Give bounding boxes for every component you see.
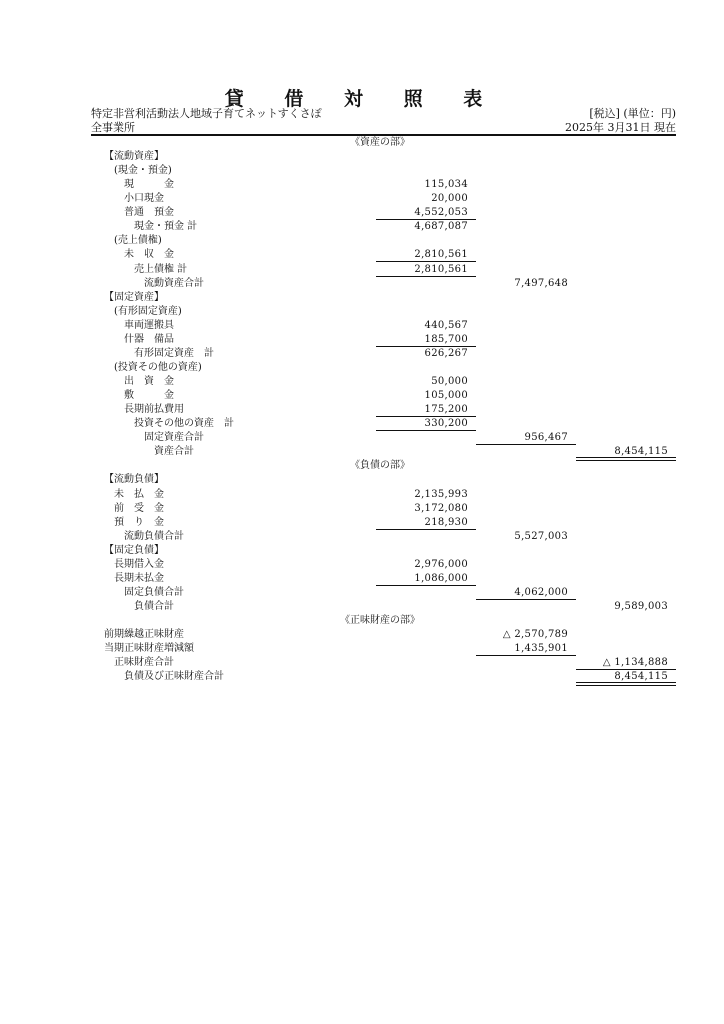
table-row bbox=[0, 347, 724, 361]
row-amount: 105,000 bbox=[424, 390, 468, 402]
row-label: 【固定資産】 bbox=[104, 291, 164, 303]
row-label: 前 受 金 bbox=[114, 502, 164, 514]
row-amount: 626,267 bbox=[424, 347, 468, 359]
table-row bbox=[0, 558, 724, 572]
section-label: 《正味財産の部》 bbox=[340, 615, 420, 627]
row-amount: 5,527,003 bbox=[514, 530, 568, 542]
row-label: 投資その他の資産 計 bbox=[134, 418, 234, 430]
table-row bbox=[0, 572, 724, 586]
row-label: 未 払 金 bbox=[114, 488, 164, 500]
table-row bbox=[0, 445, 724, 459]
table-row bbox=[0, 530, 724, 544]
row-amount: 8,454,115 bbox=[614, 446, 668, 458]
row-amount: △ 1,134,888 bbox=[602, 657, 668, 669]
row-label: 負債及び正味財産合計 bbox=[124, 671, 224, 683]
row-amount: 1,435,901 bbox=[514, 643, 568, 655]
row-amount: 440,567 bbox=[424, 319, 468, 331]
table-row bbox=[0, 473, 724, 487]
table-row bbox=[0, 642, 724, 656]
table-row bbox=[0, 600, 724, 614]
row-label: 現金・預金 計 bbox=[134, 221, 198, 233]
row-amount: 1,086,000 bbox=[414, 572, 468, 584]
row-label: 固定負債合計 bbox=[124, 586, 184, 598]
table-row bbox=[0, 628, 724, 642]
row-amount: 330,200 bbox=[424, 418, 468, 430]
table-row bbox=[0, 220, 724, 234]
row-label: 売上債権 計 bbox=[134, 263, 188, 275]
row-label: 正味財産合計 bbox=[114, 657, 174, 669]
organization-name: 特定非営利活動法人地域子育てネットすくさぽ bbox=[91, 107, 322, 120]
table-row bbox=[0, 277, 724, 291]
table-row bbox=[0, 389, 724, 403]
row-label: (売上債権) bbox=[114, 235, 162, 247]
row-amount: 175,200 bbox=[424, 404, 468, 416]
row-label: 【固定負債】 bbox=[104, 544, 164, 556]
table-row bbox=[0, 656, 724, 670]
row-label: 前期繰越正味財産 bbox=[104, 629, 184, 641]
row-label: 現 金 bbox=[124, 179, 174, 191]
row-label: 【流動負債】 bbox=[104, 474, 164, 486]
table-row bbox=[0, 670, 724, 684]
table-row bbox=[0, 164, 724, 178]
row-amount: 4,062,000 bbox=[514, 586, 568, 598]
row-label: 車両運搬具 bbox=[124, 319, 174, 331]
table-row bbox=[0, 234, 724, 248]
row-amount: 4,687,087 bbox=[414, 221, 468, 233]
scope-label: 全事業所 bbox=[91, 121, 135, 134]
table-row bbox=[0, 516, 724, 530]
row-label: 小口現金 bbox=[124, 193, 164, 205]
row-amount: 9,589,003 bbox=[614, 600, 668, 612]
report-date: 2025年 3月31日 現在 bbox=[565, 121, 676, 134]
row-label: 流動負債合計 bbox=[124, 530, 184, 542]
row-amount: 956,467 bbox=[524, 432, 568, 444]
section-label: 《資産の部》 bbox=[350, 137, 410, 148]
tax-unit-note: [税込] (単位：円) bbox=[589, 107, 676, 120]
row-amount: 20,000 bbox=[431, 193, 468, 205]
table-row bbox=[0, 333, 724, 347]
table-row bbox=[0, 403, 724, 417]
table-row bbox=[0, 319, 724, 333]
row-label: (投資その他の資産) bbox=[114, 361, 202, 373]
table-row bbox=[0, 544, 724, 558]
row-amount: 3,172,080 bbox=[414, 502, 468, 514]
row-label: 当期正味財産増減額 bbox=[104, 643, 194, 655]
table-row bbox=[0, 488, 724, 502]
row-label: 有形固定資産 計 bbox=[134, 347, 214, 359]
table-row bbox=[0, 263, 724, 277]
row-label: 流動資産合計 bbox=[144, 277, 204, 289]
table-row bbox=[0, 291, 724, 305]
table-row bbox=[0, 178, 724, 192]
table-row bbox=[0, 431, 724, 445]
row-label: (有形固定資産) bbox=[114, 305, 182, 317]
table-row bbox=[0, 192, 724, 206]
table-row bbox=[0, 375, 724, 389]
row-label: 長期借入金 bbox=[114, 558, 164, 570]
section-heading bbox=[0, 136, 724, 150]
row-amount: 2,135,993 bbox=[414, 488, 468, 500]
table-row bbox=[0, 248, 724, 262]
table-row bbox=[0, 586, 724, 600]
row-label: 出 資 金 bbox=[124, 376, 174, 388]
table-row bbox=[0, 502, 724, 516]
row-label: 長期前払費用 bbox=[124, 404, 184, 416]
row-label: 長期未払金 bbox=[114, 572, 164, 584]
row-amount: 2,976,000 bbox=[414, 558, 468, 570]
row-label: 未 収 金 bbox=[124, 249, 174, 261]
row-amount: 2,810,561 bbox=[414, 263, 468, 275]
section-label: 《負債の部》 bbox=[350, 460, 410, 472]
total-double-rule bbox=[576, 682, 676, 686]
row-label: 【流動資産】 bbox=[104, 151, 164, 163]
row-amount: △ 2,570,789 bbox=[502, 629, 568, 641]
row-amount: 7,497,648 bbox=[514, 277, 568, 289]
row-label: 資産合計 bbox=[154, 446, 194, 458]
table-row bbox=[0, 361, 724, 375]
row-amount: 185,700 bbox=[424, 333, 468, 345]
row-label: 什器 備品 bbox=[124, 333, 174, 345]
row-amount: 115,034 bbox=[424, 179, 468, 191]
row-amount: 8,454,115 bbox=[614, 671, 668, 683]
row-label: 固定資産合計 bbox=[144, 432, 204, 444]
row-label: 普通 預金 bbox=[124, 207, 174, 219]
table-row bbox=[0, 305, 724, 319]
table-row bbox=[0, 417, 724, 431]
table-row bbox=[0, 206, 724, 220]
row-label: 敷 金 bbox=[124, 390, 174, 402]
row-amount: 218,930 bbox=[424, 516, 468, 528]
table-row bbox=[0, 150, 724, 164]
row-label: (現金・預金) bbox=[114, 165, 172, 177]
row-amount: 4,552,053 bbox=[414, 207, 468, 219]
row-label: 預 り 金 bbox=[114, 516, 164, 528]
row-label: 負債合計 bbox=[134, 600, 174, 612]
row-amount: 2,810,561 bbox=[414, 249, 468, 261]
document-title: 貸 借 対 照 表 bbox=[224, 88, 500, 110]
row-amount: 50,000 bbox=[431, 376, 468, 388]
section-heading bbox=[0, 614, 724, 628]
section-heading bbox=[0, 459, 724, 473]
